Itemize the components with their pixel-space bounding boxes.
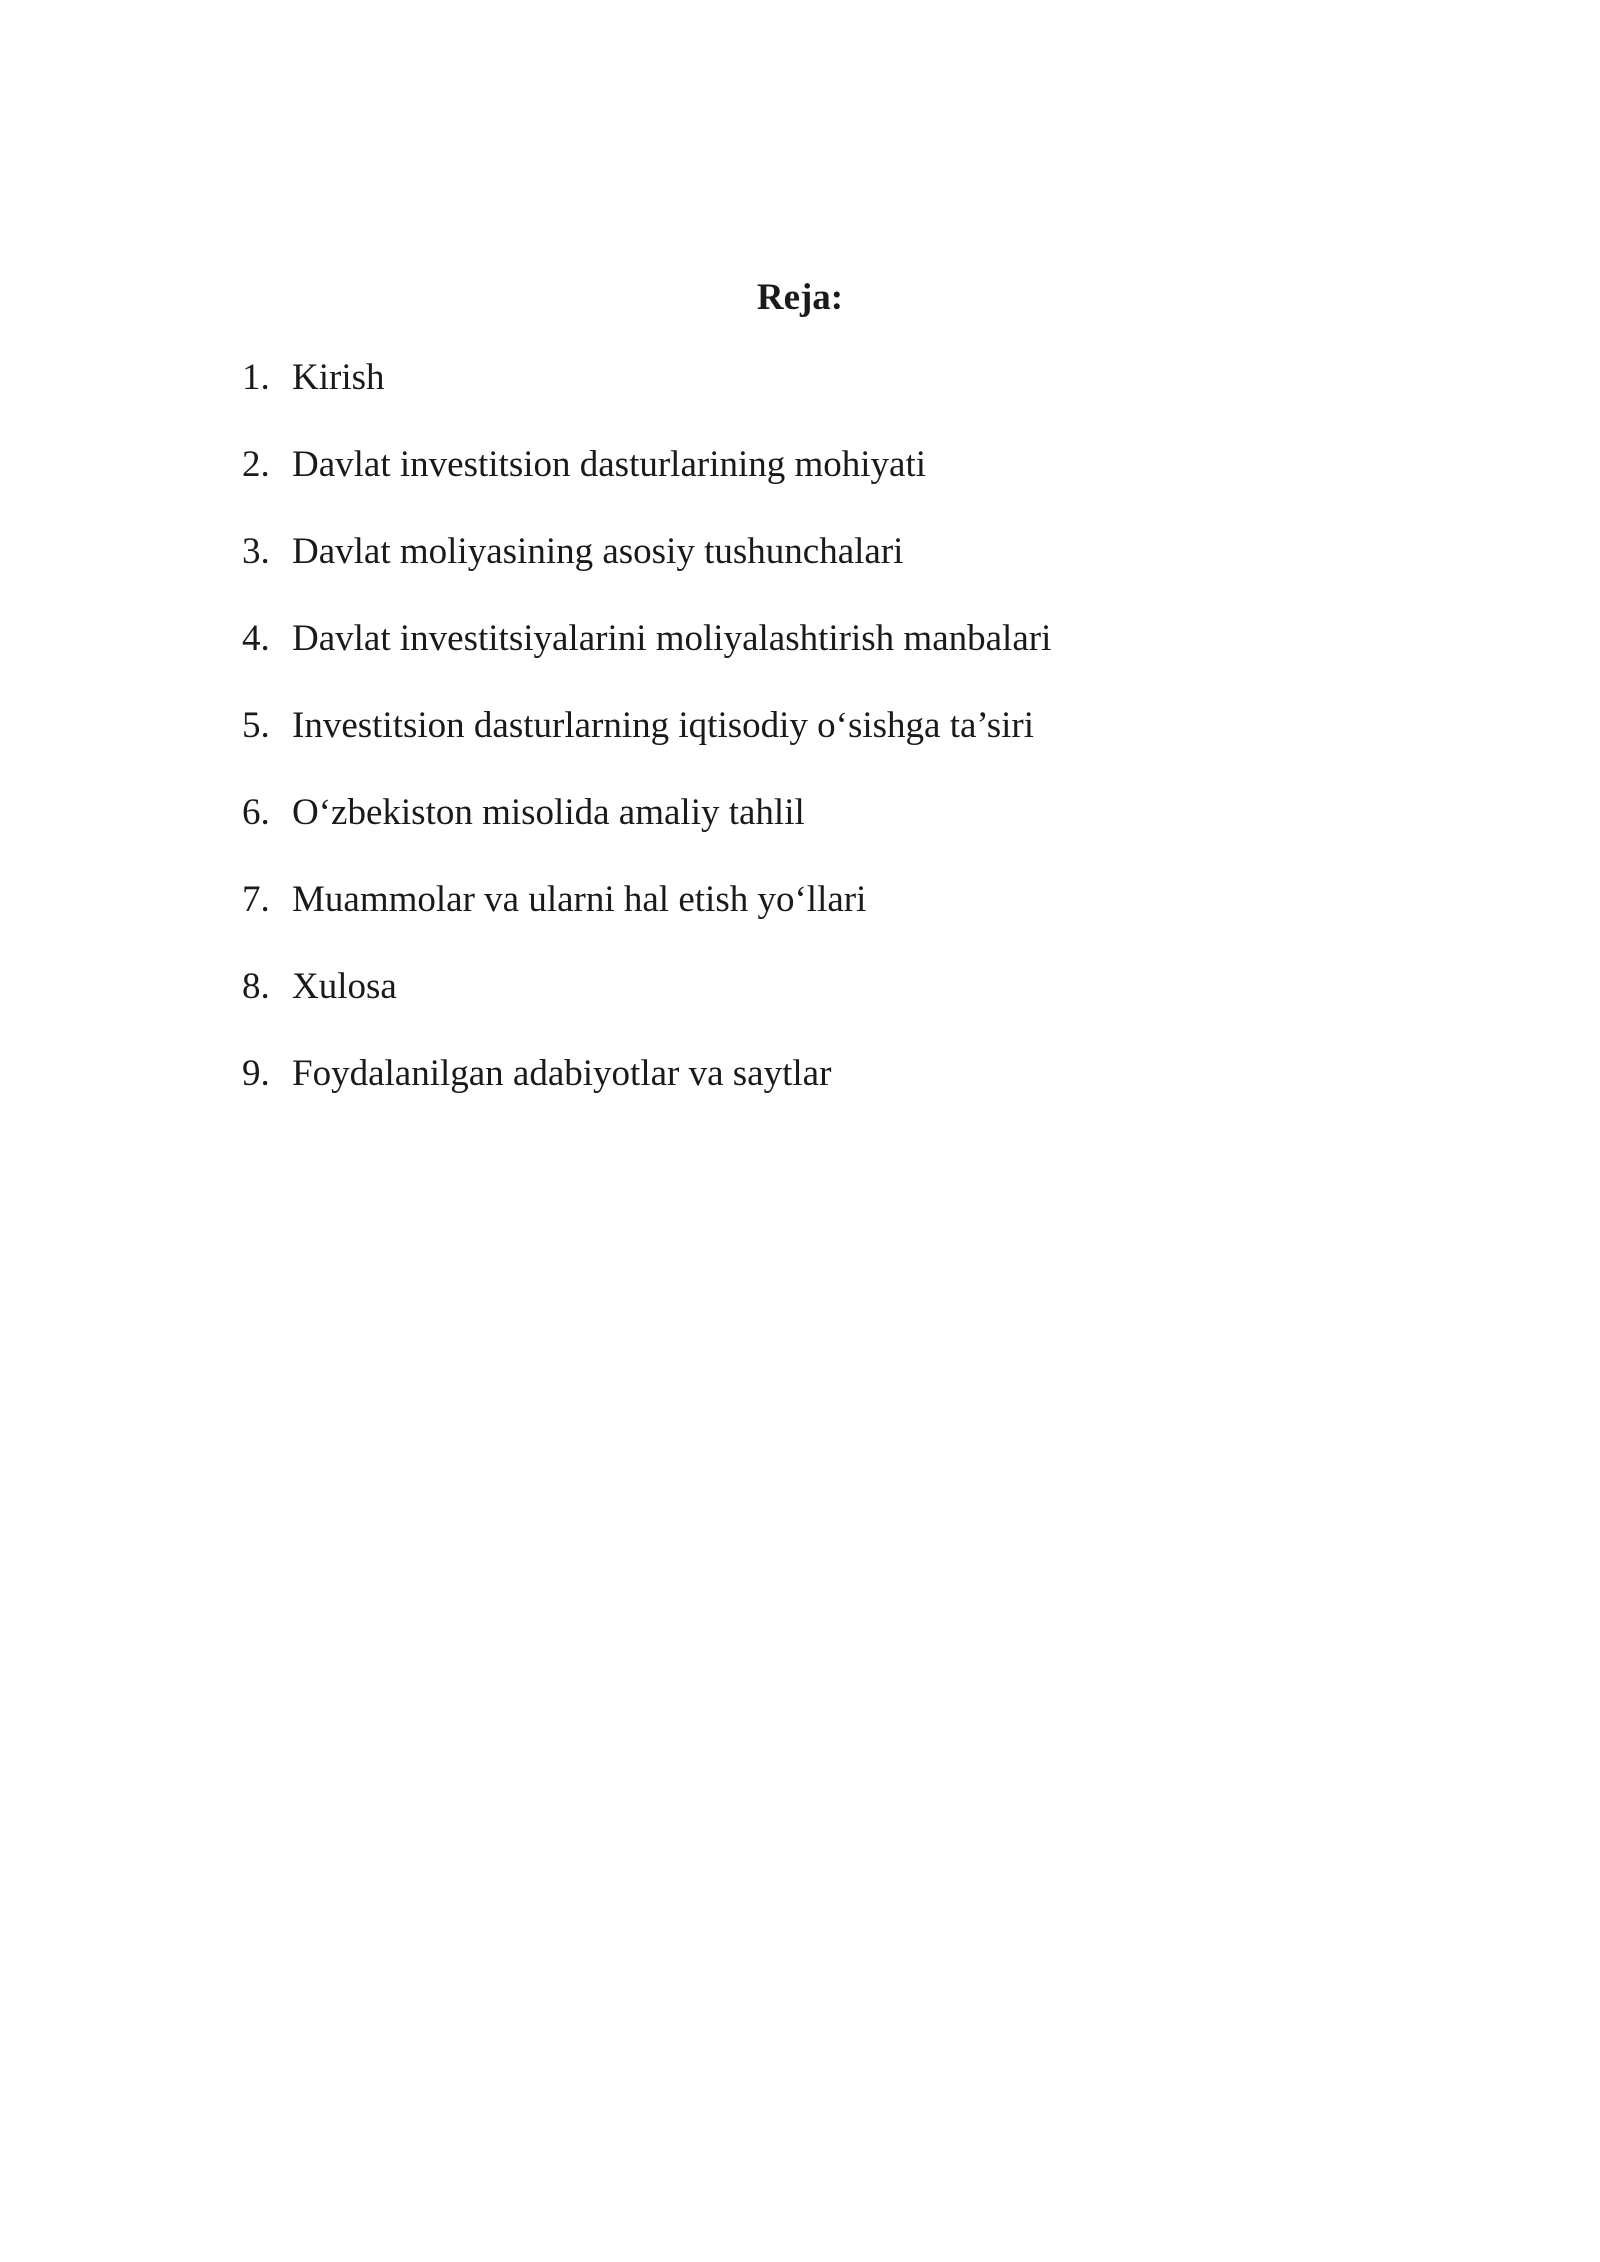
list-item-text: Davlat investitsion dasturlarining mohiyati bbox=[292, 444, 927, 485]
list-item-text: O‘zbekiston misolida amaliy tahlil bbox=[292, 792, 805, 833]
list-item-text: Xulosa bbox=[292, 966, 397, 1007]
list-item-number: 3. bbox=[242, 531, 270, 572]
list-item-number: 4. bbox=[242, 618, 270, 659]
list-item bbox=[242, 787, 1051, 874]
list-item bbox=[242, 1048, 1051, 1135]
list-item-text: Investitsion dasturlarning iqtisodiy o‘sishga ta’siri bbox=[292, 705, 1034, 746]
list-item bbox=[242, 700, 1051, 787]
list-item-number: 2. bbox=[242, 444, 270, 485]
list-item-number: 1. bbox=[242, 357, 270, 398]
list-item-text: Foydalanilgan adabiyotlar va saytlar bbox=[292, 1053, 832, 1094]
list-item-text: Davlat investitsiyalarini moliyalashtirish manbalari bbox=[292, 618, 1052, 659]
list-item-number: 6. bbox=[242, 792, 270, 833]
list-item-text: Davlat moliyasining asosiy tushunchalari bbox=[292, 531, 904, 572]
list-item-number: 8. bbox=[242, 966, 270, 1007]
list-item bbox=[242, 352, 1051, 439]
list-item bbox=[242, 439, 1051, 526]
list-item bbox=[242, 961, 1051, 1048]
list-item-number: 9. bbox=[242, 1053, 270, 1094]
list-item-text: Muammolar va ularni hal etish yo‘llari bbox=[292, 879, 867, 920]
list-item-number: 7. bbox=[242, 879, 270, 920]
list-item-text: Kirish bbox=[292, 357, 385, 398]
plan-list bbox=[242, 352, 1051, 1135]
list-item-number: 5. bbox=[242, 705, 270, 746]
list-item bbox=[242, 526, 1051, 613]
list-item bbox=[242, 874, 1051, 961]
list-item bbox=[242, 613, 1051, 700]
page-title: Reja: bbox=[756, 277, 844, 318]
